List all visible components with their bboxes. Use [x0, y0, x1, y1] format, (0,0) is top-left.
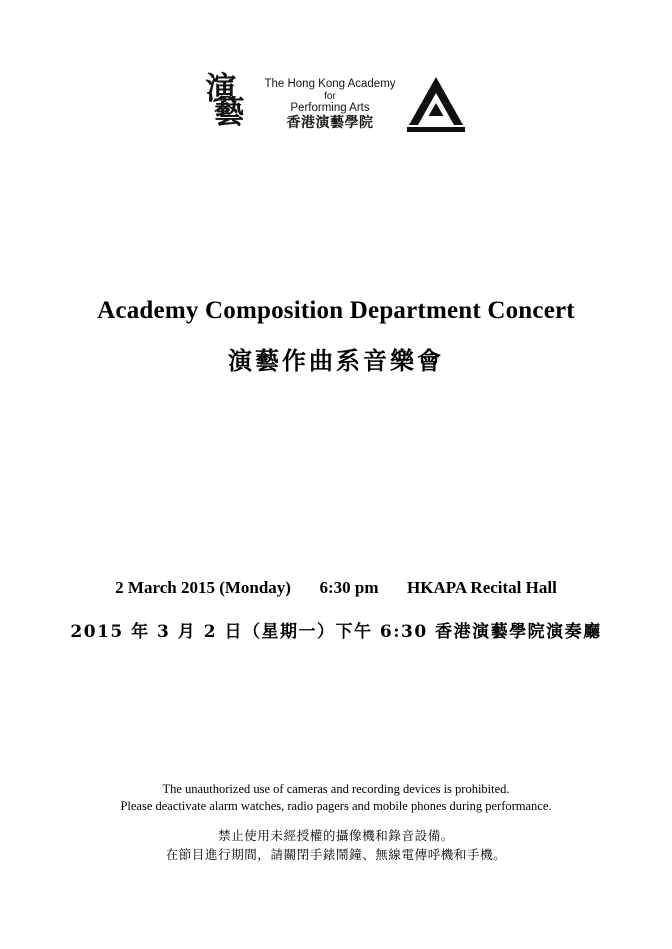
notice-english-line-2: Please deactivate alarm watches, radio pagers and mobile phones during performance. [120, 798, 552, 813]
logo-line-chinese: 香港演藝學院 [286, 115, 374, 132]
logo-line-3: Performing Arts [290, 102, 370, 115]
logo-wordmark [264, 78, 395, 132]
apa-monogram-icon [405, 75, 467, 135]
notice-english-line-1: The unauthorized use of cameras and recording devices is prohibited. [162, 782, 510, 796]
notice-chinese [0, 826, 672, 865]
logo-line-2: for [324, 91, 336, 103]
academy-logo [0, 71, 672, 136]
calligraphy-char-1: 演 [205, 71, 235, 107]
concert-title-chinese: 演藝作曲系音樂會 [228, 346, 444, 375]
notice-english [0, 781, 672, 815]
calligraphy-char-2: 藝 [213, 95, 243, 131]
logo-line-1: The Hong Kong Academy [264, 78, 396, 91]
event-time-english: 6:30 pm [319, 578, 379, 597]
notice-chinese-line-1: 禁止使用未經授權的攝像機和錄音設備。 [218, 828, 454, 843]
concert-title-english: Academy Composition Department Concert [97, 297, 575, 324]
notice-chinese-line-2: 在節目進行期間，請關閉手錶鬧鐘、無線電傳呼機和手機。 [165, 847, 507, 863]
logo-inner [205, 71, 466, 136]
event-details-chinese: 2015 年 3 月 2 日（星期一）下午 6:30 香港演藝學院演奏廳 [70, 622, 602, 642]
event-venue-english: HKAPA Recital Hall [407, 578, 557, 597]
calligraphy-mark-icon [205, 71, 257, 136]
event-details-english [0, 578, 672, 598]
event-date-english: 2 March 2015 (Monday) [115, 578, 291, 597]
